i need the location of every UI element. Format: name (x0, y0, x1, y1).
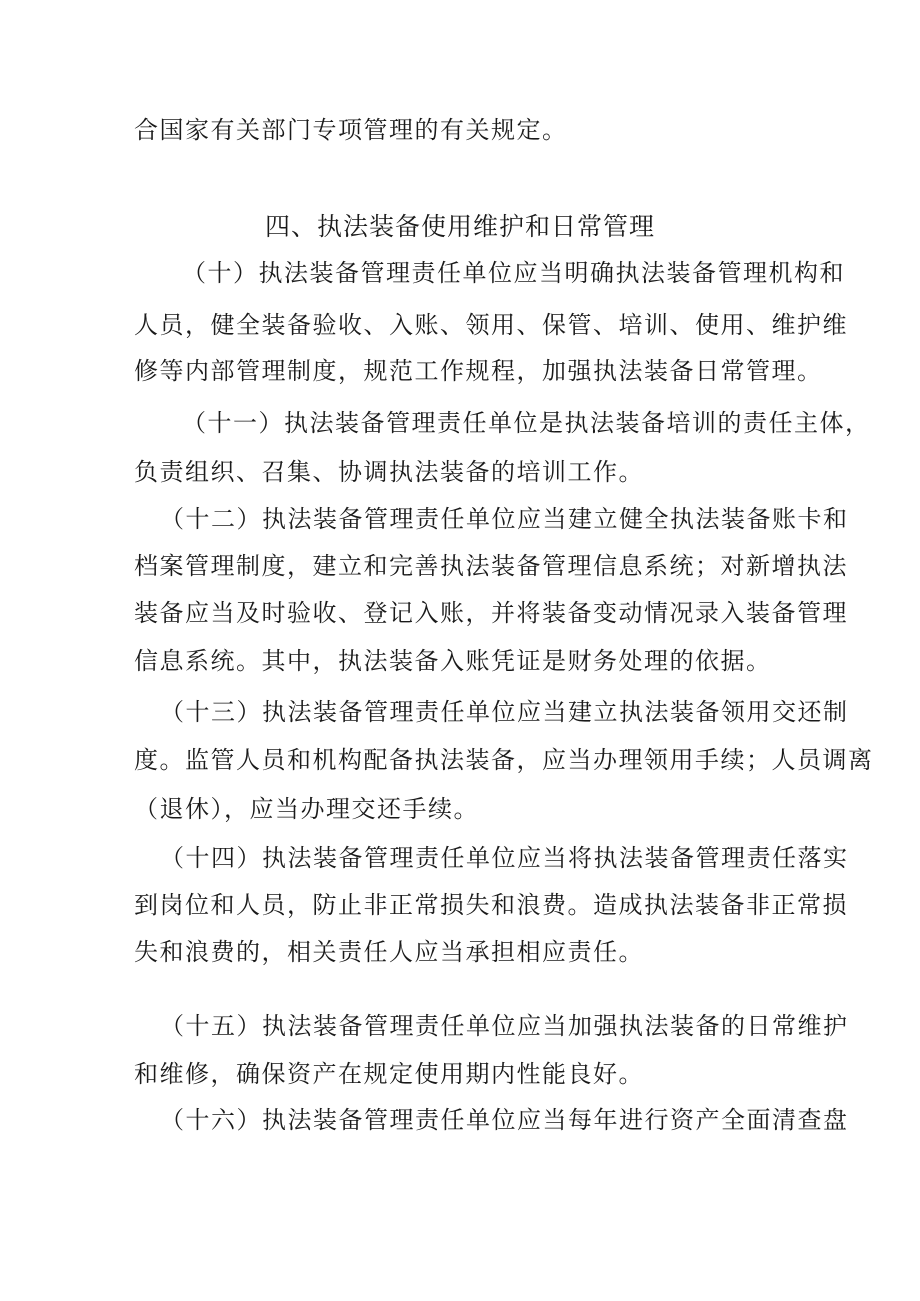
paragraph-line: （退休），应当办理交还手续。 (134, 795, 479, 823)
paragraph-line: 负责组织、召集、协调执法装备的培训工作。 (134, 458, 644, 486)
paragraph-line: （十二）执法装备管理责任单位应当建立健全执法装备账卡和 (160, 505, 849, 533)
paragraph-line: （十）执法装备管理责任单位应当明确执法装备管理机构和 (182, 259, 845, 287)
paragraph-line: （十三）执法装备管理责任单位应当建立执法装备领用交还制 (160, 698, 849, 726)
paragraph-line: （十五）执法装备管理责任单位应当加强执法装备的日常维护 (160, 1012, 849, 1040)
paragraph-line: 到岗位和人员，防止非正常损失和浪费。造成执法装备非正常损 (134, 891, 848, 919)
paragraph-line: （十六）执法装备管理责任单位应当每年进行资产全面清查盘 (160, 1106, 849, 1134)
paragraph-line: 和维修，确保资产在规定使用期内性能良好。 (134, 1060, 644, 1088)
paragraph-line: 度。监管人员和机构配备执法装备，应当办理领用手续；人员调离 (134, 746, 874, 774)
section-heading: 四、执法装备使用维护和日常管理 (264, 212, 655, 241)
paragraph-line: （十一）执法装备管理责任单位是执法装备培训的责任主体， (182, 409, 871, 437)
paragraph-line: 失和浪费的，相关责任人应当承担相应责任。 (134, 938, 644, 966)
continuation-line: 合国家有关部门专项管理的有关规定。 (134, 116, 568, 144)
paragraph-line: 装备应当及时验收、登记入账，并将装备变动情况录入装备管理 (134, 599, 848, 627)
paragraph-line: （十四）执法装备管理责任单位应当将执法装备管理责任落实 (160, 844, 849, 872)
paragraph-line: 修等内部管理制度，规范工作规程，加强执法装备日常管理。 (134, 357, 823, 385)
paragraph-line: 人员，健全装备验收、入账、领用、保管、培训、使用、维护维 (134, 311, 848, 339)
paragraph-line: 信息系统。其中，执法装备入账凭证是财务处理的依据。 (134, 647, 772, 675)
paragraph-line: 档案管理制度，建立和完善执法装备管理信息系统；对新增执法 (134, 552, 848, 580)
